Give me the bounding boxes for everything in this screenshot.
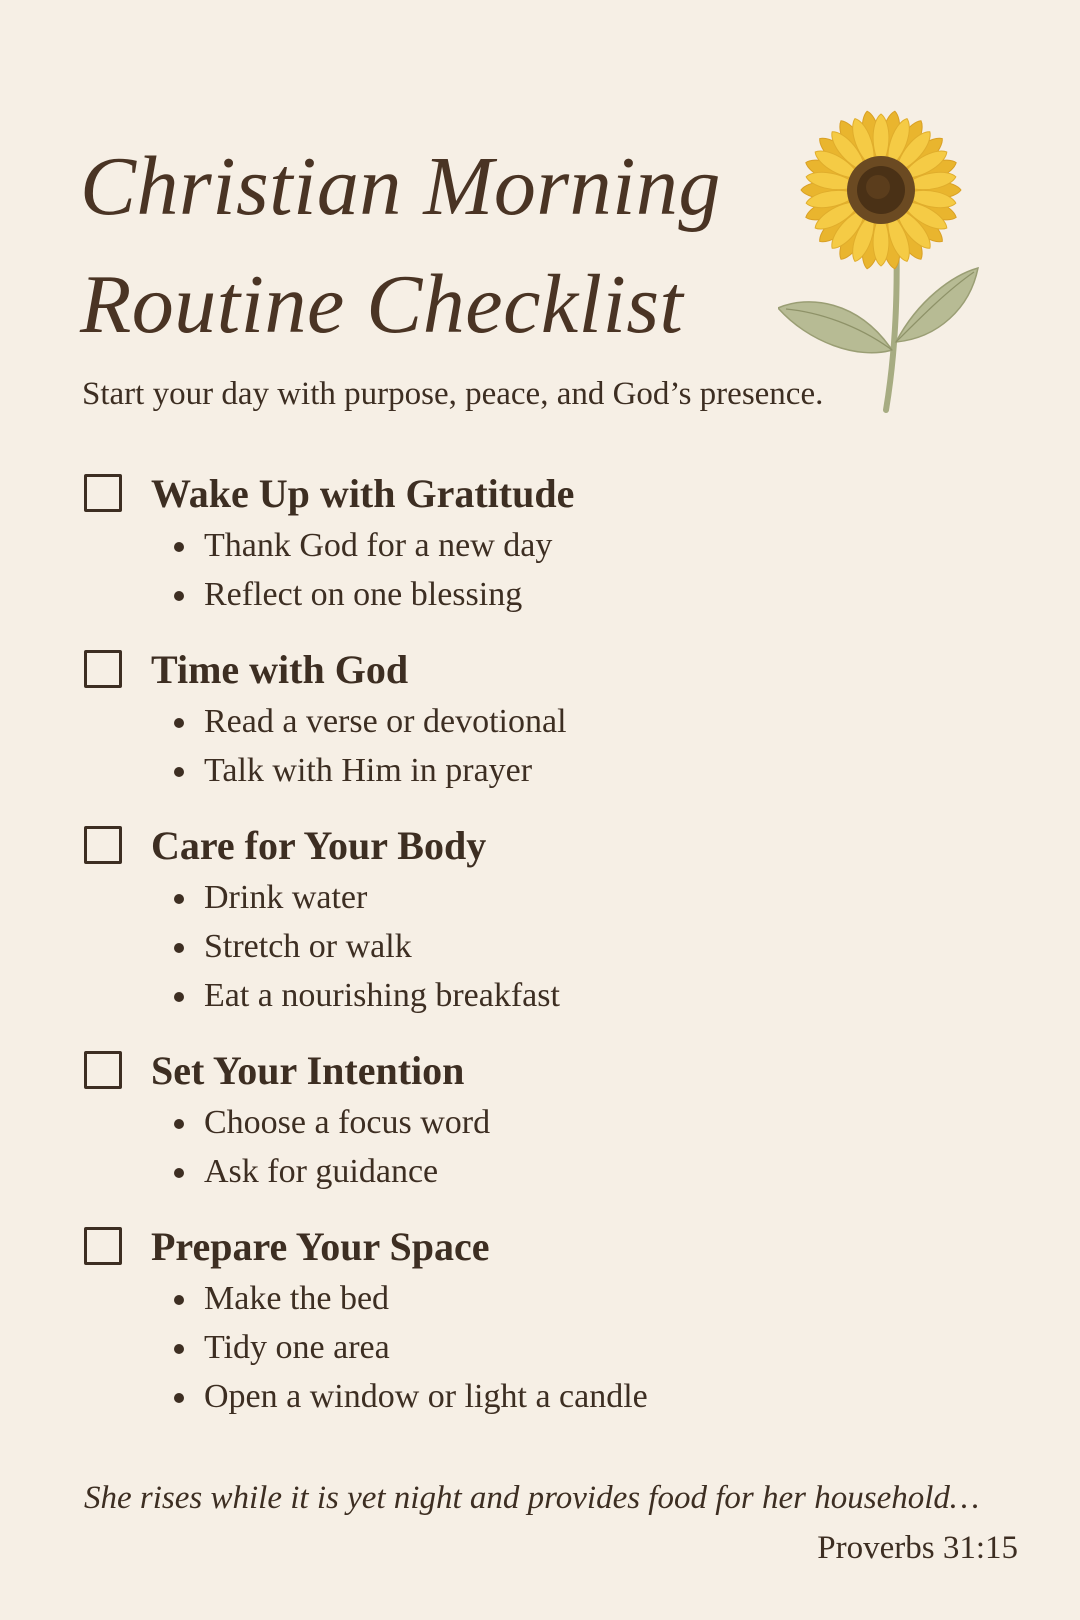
- list-item: Talk with Him in prayer: [172, 746, 984, 795]
- title-line-2: Routine Checklist: [80, 258, 684, 351]
- section-header: [84, 817, 984, 873]
- checkbox[interactable]: [84, 650, 122, 688]
- section-header: [84, 1042, 984, 1098]
- section-title: Wake Up with Gratitude: [151, 470, 575, 516]
- item-list: [84, 697, 984, 795]
- section-header: [84, 641, 984, 697]
- section-title: Prepare Your Space: [151, 1223, 490, 1269]
- checkbox[interactable]: [84, 826, 122, 864]
- checklist-section-intention: [84, 1042, 984, 1196]
- list-item: Tidy one area: [172, 1323, 984, 1372]
- checklist: [84, 465, 984, 1421]
- list-item: Eat a nourishing breakfast: [172, 971, 984, 1020]
- item-list: [84, 1274, 984, 1421]
- item-list: [84, 521, 984, 619]
- list-item: Open a window or light a candle: [172, 1372, 984, 1421]
- checklist-section-gratitude: [84, 465, 984, 619]
- section-title: Set Your Intention: [151, 1047, 465, 1093]
- checklist-section-space: [84, 1218, 984, 1421]
- item-list: [84, 1098, 984, 1196]
- subtitle: Start your day with purpose, peace, and God’s presence.: [82, 376, 824, 412]
- section-header: [84, 465, 984, 521]
- item-list: [84, 873, 984, 1020]
- bible-reference: Proverbs 31:15: [817, 1530, 1018, 1566]
- bible-quote: She rises while it is yet night and provides food for her household…: [84, 1480, 980, 1516]
- checkbox[interactable]: [84, 474, 122, 512]
- right-leaf: [896, 268, 978, 342]
- list-item: Read a verse or devotional: [172, 697, 984, 746]
- title-line-1: Christian Morning: [80, 140, 721, 233]
- list-item: Thank God for a new day: [172, 521, 984, 570]
- page-title: [80, 128, 800, 364]
- section-title: Time with God: [151, 646, 409, 692]
- list-item: Make the bed: [172, 1274, 984, 1323]
- checkbox[interactable]: [84, 1051, 122, 1089]
- list-item: Reflect on one blessing: [172, 570, 984, 619]
- checkbox[interactable]: [84, 1227, 122, 1265]
- list-item: Stretch or walk: [172, 922, 984, 971]
- section-header: [84, 1218, 984, 1274]
- checklist-section-time-with-god: [84, 641, 984, 795]
- checklist-section-body: [84, 817, 984, 1020]
- list-item: Ask for guidance: [172, 1147, 984, 1196]
- section-title: Care for Your Body: [151, 822, 487, 868]
- list-item: Choose a focus word: [172, 1098, 984, 1147]
- list-item: Drink water: [172, 873, 984, 922]
